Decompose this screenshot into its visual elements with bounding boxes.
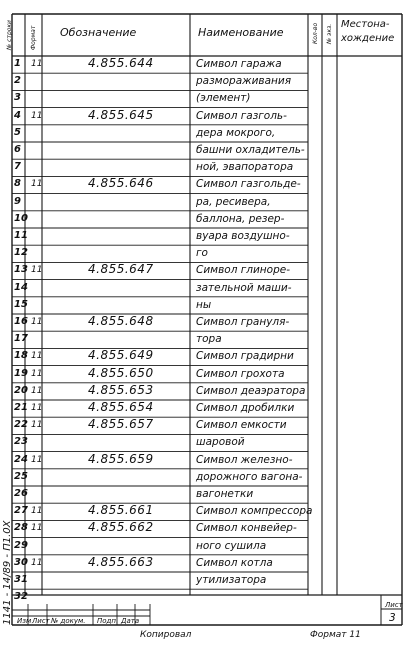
row-number: 32 — [14, 591, 28, 603]
footer-format: Формат 11 — [310, 630, 361, 640]
row-designation: 4.855.663 — [88, 554, 154, 569]
stamp-sheet: Лист — [32, 617, 50, 625]
row-format: 11 — [31, 506, 43, 517]
row-number: 8 — [14, 178, 21, 190]
row-number: 17 — [14, 333, 28, 345]
row-name: Символ деаэратора — [196, 384, 306, 397]
row-number: 27 — [14, 505, 28, 517]
row-number: 11 — [14, 230, 28, 241]
row-name: башни охладитель- — [196, 144, 305, 156]
row-name: дорожного вагона- — [196, 470, 303, 483]
row-name: Символ газгольде- — [196, 178, 301, 191]
row-number: 25 — [14, 470, 28, 482]
row-name: Символ компрессора — [196, 505, 313, 518]
row-number: 9 — [14, 195, 21, 207]
row-format: 11 — [31, 368, 43, 379]
row-number: 23 — [14, 436, 28, 448]
row-name: Символ газголь- — [196, 109, 287, 122]
header-name: Наименование — [198, 26, 284, 39]
row-number: 4 — [14, 109, 21, 121]
side-stamp: 1141 - 14/89 - П1.0Х — [2, 520, 13, 625]
row-name: тора — [196, 333, 222, 346]
row-number: 31 — [14, 574, 28, 585]
row-name: вагонетки — [196, 488, 254, 500]
stamp-signature: Подп. — [97, 617, 119, 625]
row-designation: 4.855.644 — [88, 56, 154, 70]
header-pos-no: № строки — [6, 20, 13, 50]
header-copy-no: № экз. — [326, 23, 333, 44]
header-designation: Обозначение — [60, 26, 137, 39]
row-name: Символ гаража — [196, 58, 282, 70]
row-designation: 4.855.653 — [88, 382, 154, 397]
row-number: 24 — [14, 453, 28, 465]
row-number: 7 — [14, 161, 21, 173]
footer-copied: Копировал — [140, 630, 192, 640]
row-designation: 4.855.659 — [88, 451, 154, 466]
row-format: 11 — [31, 59, 43, 69]
row-number: 14 — [14, 281, 28, 293]
row-number: 29 — [14, 539, 28, 551]
row-number: 13 — [14, 264, 28, 276]
row-number: 12 — [14, 247, 28, 259]
row-name: го — [196, 247, 208, 260]
stamp-doc-no: № докум. — [51, 617, 86, 625]
row-number: 5 — [14, 126, 21, 138]
row-format: 11 — [31, 179, 43, 190]
row-number: 26 — [14, 488, 28, 499]
row-number: 10 — [14, 212, 28, 224]
row-name: Символ конвейер- — [196, 522, 297, 535]
row-designation: 4.855.645 — [88, 107, 154, 122]
row-name: ного сушила — [196, 539, 267, 552]
row-number: 2 — [14, 75, 21, 87]
row-number: 21 — [14, 402, 28, 413]
row-designation: 4.855.650 — [88, 365, 154, 380]
row-format: 11 — [31, 265, 43, 276]
row-name: Символ грануля- — [196, 316, 290, 328]
row-name: ной, эвапоратора — [196, 161, 294, 174]
row-number: 16 — [14, 316, 28, 327]
row-number: 19 — [14, 367, 28, 379]
row-number: 3 — [14, 92, 21, 104]
row-format: 11 — [31, 403, 43, 413]
row-name: вуара воздушно- — [196, 230, 290, 242]
row-format: 11 — [31, 454, 43, 465]
row-format: 11 — [31, 385, 43, 396]
row-name: дера мокрого, — [196, 126, 276, 139]
row-format: 11 — [31, 317, 43, 327]
row-designation: 4.855.662 — [88, 520, 154, 535]
row-name: размораживания — [196, 75, 292, 88]
sheet-number: 3 — [389, 612, 396, 624]
row-number: 28 — [14, 522, 28, 534]
row-number: 6 — [14, 144, 21, 155]
row-name: Символ глиноре- — [196, 264, 290, 277]
row-format: 11 — [31, 110, 43, 121]
row-name: Символ железно- — [196, 453, 293, 466]
row-name: Символ грохота — [196, 367, 285, 380]
row-number: 22 — [14, 419, 28, 431]
row-name: Символ дробилки — [196, 402, 295, 414]
header-quantity: Кол-во — [312, 22, 319, 44]
row-designation: 4.855.657 — [88, 417, 154, 432]
row-format: 11 — [31, 420, 43, 431]
row-number: 15 — [14, 298, 28, 310]
row-number: 1 — [14, 58, 21, 69]
row-designation: 4.855.647 — [88, 262, 154, 277]
row-number: 30 — [14, 556, 28, 568]
row-name: баллона, резер- — [196, 212, 285, 225]
row-designation: 4.855.646 — [88, 176, 154, 191]
stamp-date: Дата — [121, 617, 140, 625]
stamp-change: Изм — [17, 617, 32, 625]
row-name: (элемент) — [196, 92, 251, 105]
row-name: ны — [196, 298, 212, 311]
row-name: зательной маши- — [196, 281, 292, 294]
row-name: утилизатора — [196, 574, 267, 586]
row-name: ра, ресивера, — [196, 195, 271, 208]
row-name: Символ градирни — [196, 350, 294, 363]
row-name: Символ емкости — [196, 419, 287, 432]
row-name: шаровой — [196, 436, 245, 449]
header-format: Формат — [30, 25, 37, 50]
row-format: 11 — [31, 557, 43, 568]
row-designation: 4.855.649 — [88, 348, 154, 363]
row-name: Символ котла — [196, 556, 273, 569]
header-location: Местона-хождение — [341, 19, 395, 44]
row-designation: 4.855.661 — [88, 503, 154, 518]
row-number: 20 — [14, 384, 28, 396]
row-designation: 4.855.648 — [88, 314, 154, 328]
row-designation: 4.855.654 — [88, 400, 154, 414]
row-format: 11 — [31, 351, 43, 362]
row-number: 18 — [14, 350, 28, 362]
row-format: 11 — [31, 523, 43, 534]
sheet-label: Лист — [385, 601, 403, 609]
